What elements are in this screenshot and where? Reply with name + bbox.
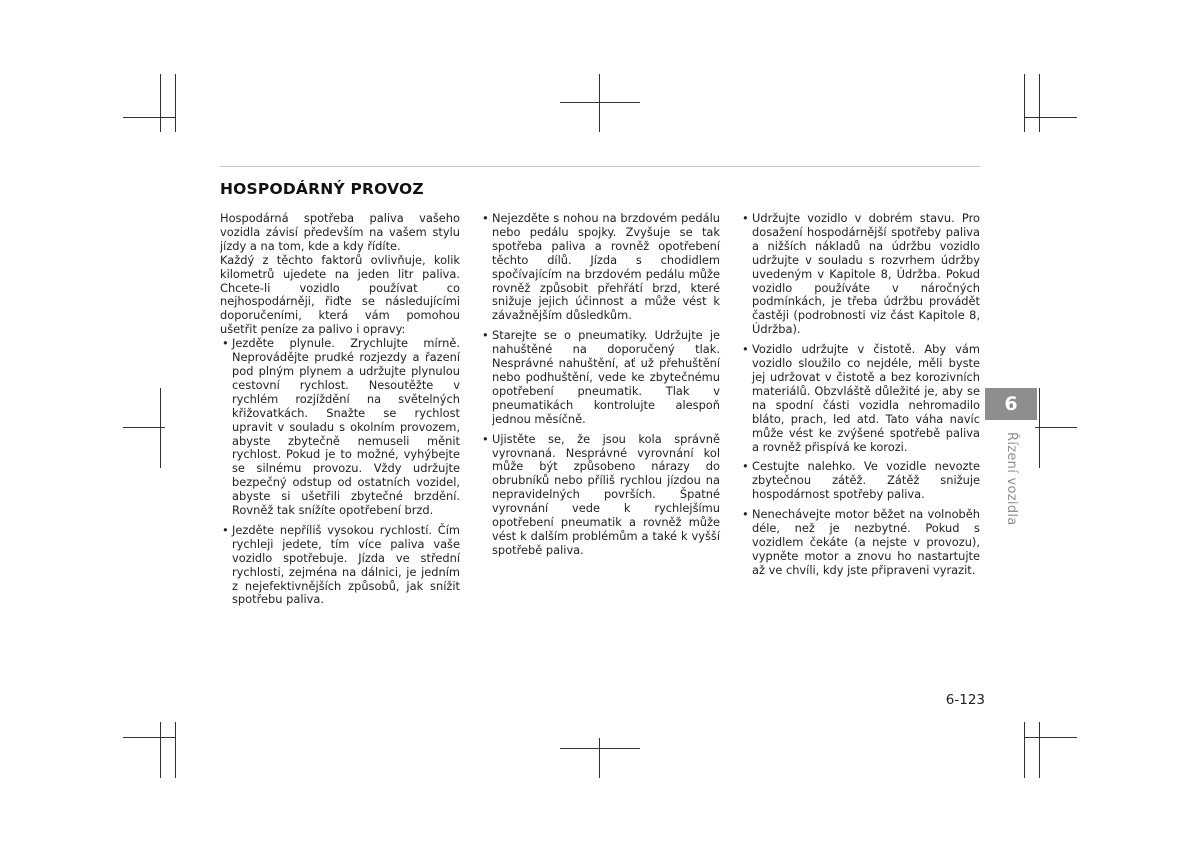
crop-mark xyxy=(1039,74,1040,132)
paragraph: Každý z těchto faktorů ovlivňuje, kolik kilometrů ujedete na jeden litr paliva. Chcete-li vozidlo používat co nejhospodárněji, řiďte se následujícími doporučeními, která vám pomohou ušetřit peníze za palivo i opravy: xyxy=(220,252,460,337)
chapter-name: Řízení vozidla xyxy=(1004,432,1019,526)
registration-mark xyxy=(599,74,600,132)
chapter-number: 6 xyxy=(1004,393,1018,415)
chapter-tab xyxy=(985,388,1037,420)
crop-mark xyxy=(160,722,161,778)
registration-mark xyxy=(123,427,165,428)
text-column-3 xyxy=(740,212,980,584)
text-column-1 xyxy=(220,212,460,613)
list-item: • Nejezděte s nohou na brzdovém pedálu nebo pedálu spojky. Zvyšuje se tak spotřeba paliva a rovněž opotřebení těchto dílů. Jízda s chodidlem spočívajícím na brzdovém pedálu může rovněž způsobit přehřátí brzd, které snižuje jejich účinnost a může vést k závažnějším důsledkům. xyxy=(480,212,720,323)
crop-mark xyxy=(123,737,176,738)
crop-mark xyxy=(1024,117,1077,118)
registration-mark xyxy=(560,748,640,749)
header-rule xyxy=(220,166,980,167)
registration-mark xyxy=(160,388,161,468)
crop-mark xyxy=(175,722,176,778)
crop-mark xyxy=(123,117,176,118)
registration-mark xyxy=(560,102,640,103)
crop-mark xyxy=(175,74,176,132)
bullet-list xyxy=(740,212,980,578)
list-item: • Vozidlo udržujte v čistotě. Aby vám vozidlo sloužilo co nejdéle, měli byste jej udržovat v čistotě a bez korozivních materiálů. Obzvláště důležité je, aby se na spodní části vozidla nehromadilo bláto, prach, led atd. Tato váha navíc může vést ke zvýšené spotřebě paliva a rovněž přispívá ke korozi. xyxy=(740,343,980,454)
registration-mark xyxy=(1035,427,1077,428)
crop-mark xyxy=(1024,722,1025,778)
crop-mark xyxy=(1039,722,1040,778)
paragraph: Hospodárná spotřeba paliva vašeho vozidla závisí především na vašem stylu jízdy a na tom, kde a kdy řídíte. xyxy=(220,211,460,253)
list-item: • Starejte se o pneumatiky. Udržujte je nahuštěné na doporučený tlak. Nesprávné nahuštění, ať už přehuštění nebo podhuštění, vede ke zbytečnému opotřebení pneumatik. Tlak v pneumatikách kontrolujte alespoň jednou měsíčně. xyxy=(480,329,720,426)
section-title: HOSPODÁRNÝ PROVOZ xyxy=(220,180,424,198)
text-column-2 xyxy=(480,212,720,564)
crop-mark xyxy=(1024,737,1077,738)
registration-mark xyxy=(1039,388,1040,468)
list-item: • Jezděte nepříliš vysokou rychlostí. Čím rychleji jedete, tím více paliva vaše vozidlo spotřebuje. Jízda ve střední rychlosti, zejména na dálnici, je jedním z nejefektivnějších způsobů, jak snížit spotřebu paliva. xyxy=(220,524,460,607)
page-number: 6-123 xyxy=(945,692,985,708)
list-item: • Udržujte vozidlo v dobrém stavu. Pro dosažení hospodárnější spotřeby paliva a nižších nákladů na údržbu vozidlo udržujte v souladu s rozvrhem údržby uvedeným v Kapitole 8, Údržba. Pokud vozidlo používáte v náročných podmínkách, je třeba údržbu provádět častěji (podrobnosti viz část Kapitole 8, Údržba). xyxy=(740,212,980,337)
bullet-list xyxy=(480,212,720,558)
crop-mark xyxy=(160,74,161,132)
bullet-list xyxy=(220,337,460,607)
list-item: • Nenechávejte motor běžet na volnoběh déle, než je nezbytné. Pokud s vozidlem čekáte (a nejste v provozu), vypněte motor a znovu ho nastartujte až ve chvíli, kdy jste připraveni vyrazit. xyxy=(740,508,980,578)
list-item: • Jezděte plynule. Zrychlujte mírně. Neprovádějte prudké rozjezdy a řazení pod plným plynem a udržujte plynulou cestovní rychlost. Nesoutěžte v rychlém rozjíždění na světelných křižovatkách. Snažte se rychlost upravit v souladu s okolním provozem, abyste zbytečně nemuseli měnit rychlost. Pokud je to možné, vyhýbejte se silnému provozu. Vždy udržujte bezpečný odstup od ostatních vozidel, abyste si ušetřili zbytečné brzdění. Rovněž tak snížíte opotřebení brzd. xyxy=(220,337,460,518)
list-item: • Ujistěte se, že jsou kola správně vyrovnaná. Nesprávné vyrovnání kol může být způsobeno nárazy do obrubníků nebo příliš rychlou jízdou na nepravidelných površích. Špatné vyrovnání vede k rychlejšímu opotřebení pneumatik a rovněž může vést k dalším problémům a také k vyšší spotřebě paliva. xyxy=(480,433,720,558)
list-item: • Cestujte nalehko. Ve vozidle nevozte zbytečnou zátěž. Zátěž snižuje hospodárnost spotřeby paliva. xyxy=(740,460,980,502)
registration-mark xyxy=(599,738,600,778)
crop-mark xyxy=(1024,74,1025,132)
